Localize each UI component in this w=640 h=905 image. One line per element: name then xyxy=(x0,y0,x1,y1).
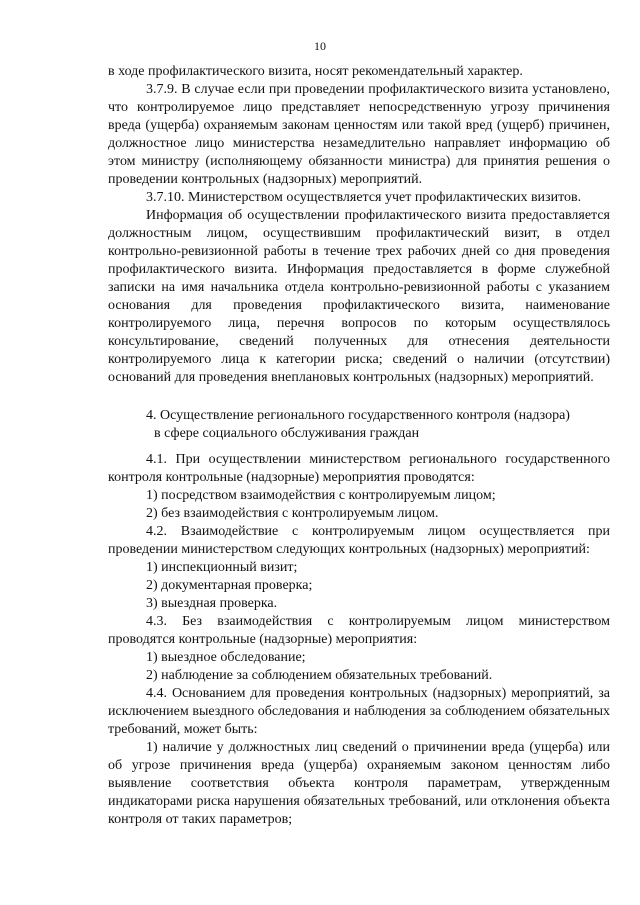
list-item: 2) наблюдение за соблюдением обязательных требований. xyxy=(146,668,493,683)
paragraph: Информация об осуществлении профилактического визита предоставляется должностным лицом, осуществившим профилактический визит, в отдел контрольно-ревизионной работы в течение трех рабочих дней со дня проведения профилактического визита. Информация предоставляется в форме служебной записки на имя начальника отдела контрольно-ревизионной работы с указанием основания для проведения профилактического визита, наименование контролируемого лица, перечня вопросов по которым осуществлялось консультирование, сведений полученных для отнесения деятельности контролируемого лица к категории риска; сведений о наличии (отсутствии) оснований для проведения внеплановых контрольных (надзорных) мероприятий. xyxy=(108,208,610,385)
paragraph: 4.1. При осуществлении министерством регионального государственного контроля контрольные (надзорные) мероприятия проводятся: xyxy=(108,452,610,485)
list-item: 2) без взаимодействия с контролируемым лицом. xyxy=(146,506,439,521)
paragraph: 3.7.10. Министерством осуществляется учет профилактических визитов. xyxy=(146,190,582,205)
list-item: 1) посредством взаимодействия с контролируемым лицом; xyxy=(146,488,496,503)
page-number: 10 xyxy=(314,39,326,53)
list-item: 1) инспекционный визит; xyxy=(146,560,298,575)
list-item: 1) выездное обследование; xyxy=(146,650,306,665)
list-item: 1) наличие у должностных лиц сведений о причинении вреда (ущерба) или об угрозе причинения вреда (ущерба) охраняемым законом ценностям либо выявление соответствия объекта контроля параметрам, утвержденным индикаторами риска нарушения обязательных требований, или отклонения объекта контроля от таких параметров; xyxy=(108,740,610,827)
paragraph: 3.7.9. В случае если при проведении профилактического визита установлено, что контролируемое лицо представляет непосредственную угрозу причинения вреда (ущерба) охраняемым законам ценностям или такой вред (ущерб) причинен, должностное лицо министерства незамедлительно направляет информацию об этом министру (исполняющему обязанности министра) для принятия решения о проведении контрольных (надзорных) мероприятий. xyxy=(108,82,610,187)
paragraph: 4.2. Взаимодействие с контролируемым лицом осуществляется при проведении министерством следующих контрольных (надзорных) мероприятий: xyxy=(108,524,610,557)
list-item: 3) выездная проверка. xyxy=(146,596,278,611)
document-body xyxy=(108,63,610,829)
paragraph: в ходе профилактического визита, носят рекомендательный характер. xyxy=(108,64,523,79)
paragraph: 4.3. Без взаимодействия с контролируемым лицом министерством проводятся контрольные (надзорные) мероприятия: xyxy=(108,614,610,647)
section-heading xyxy=(108,407,610,443)
list-item: 2) документарная проверка; xyxy=(146,578,313,593)
section-heading-line: 4. Осуществление регионального государственного контроля (надзора) xyxy=(146,408,570,423)
paragraph: 4.4. Основанием для проведения контрольных (надзорных) мероприятий, за исключением выездного обследования и наблюдения за соблюдением обязательных требований, может быть: xyxy=(108,686,610,737)
section-heading-line: в сфере социального обслуживания граждан xyxy=(154,426,420,441)
